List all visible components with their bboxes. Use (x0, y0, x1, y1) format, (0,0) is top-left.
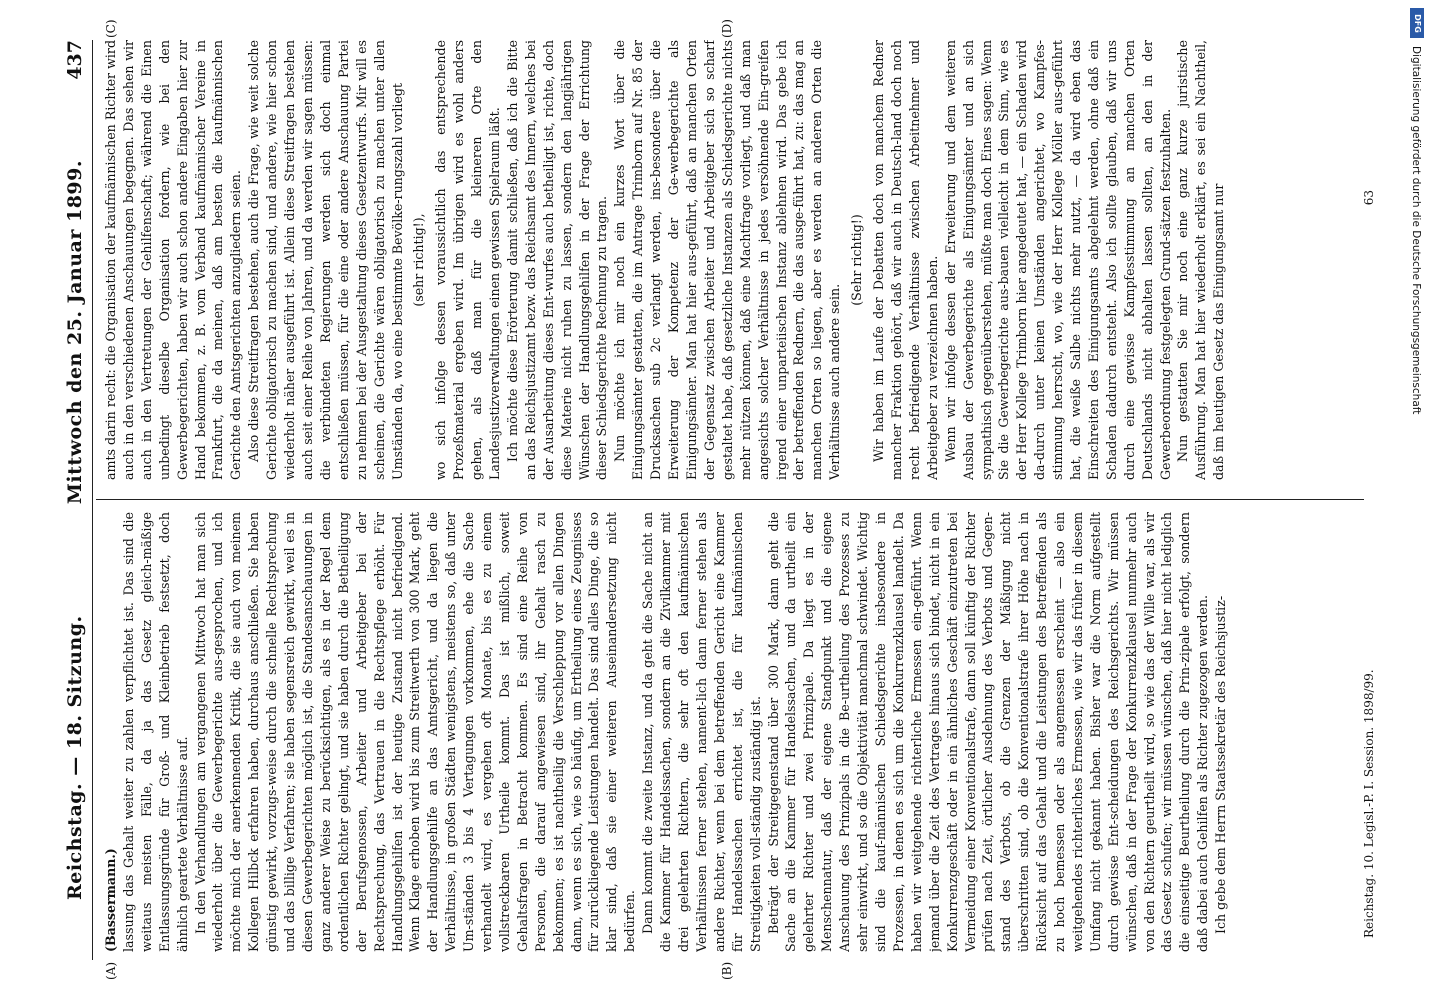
interjection: (Sehr richtig!) (849, 214, 865, 306)
footer-sheet-number: 63 (1362, 190, 1376, 206)
page-header (52, 40, 93, 960)
paragraph: Also diese Streitfragen bestehen, auch die Frage, wie weit solche Gerichte obligatorisch zu machen sind, und andere, wie hier schon wiederholt näher ausgeführt ist. Allein diese Streitfragen bestehen auch seit einer Reihe von Jahren, und da werden wir sagen müssen: die verbündeten Regierungen werden sich doch einmal entschließen müssen, für die eine oder andere Anschauung Partei zu nehmen bei der Ausgestaltung dieses Gesetzentwurfs. Mir will es scheinen, die Gerichte wären obligatorisch zu machen unter allen Umständen da, wo eine bestimmte Bevölke-rungszahl vorliegt (246, 40, 405, 480)
dfg-logo: DFG (1410, 8, 1424, 38)
paragraph: Ich möchte diese Erörterung damit schließen, daß ich die Bitte an das Reichsjustizamt bezw. das Reichsamt des Innern, welches bei der Ausarbeitung dieses Ent-wurfes auch betheiligt ist, richte, doch diese Materie nicht ruhen zu lassen, sondern den langjährigen Wünschen der Handlungsgehilfen in der Frage der Errichtung dieser Schiedsgerichte Rechnung zu tragen. (504, 40, 610, 480)
speaker-name: (Bassermann.) (103, 848, 118, 952)
left-column (102, 512, 1354, 952)
interjection: (sehr richtig!), (411, 213, 427, 307)
column-divider (96, 499, 1364, 500)
paragraph: Wir haben im Laufe der Debatten doch von manchem Redner mancher Fraktion gehört, daß wir auch in Deutsch-land doch noch recht befriedigende Verhältnisse zwischen Arbeitnehmer und Arbeitgeber zu verzeichnen haben. (871, 40, 940, 480)
paragraph: lassung das Gehalt weiter zu zahlen verpflichtet ist. Das sind die weitaus meisten Fälle, da ja das Gesetz gleich-mäßige Entlassungsgründe für Groß- und Kleinbetrieb festsetzt, doch ähnlich geartete Verhältnisse auf. (120, 512, 190, 952)
paragraph: Nun möchte ich mir noch ein kurzes Wort über die Einigungsämter gestatten, die im Antrage Trimborn auf Nr. 85 der Drucksachen sub 2c verlangt werden, ins-besondere über die Erweiterung der Kompetenz der Ge-werbegerichte als Einigungsämter. Man hat hier aus-geführt, daß an manchen Orten der Gegensatz zwischen Arbeiter und Arbeitgeber sich so scharf gestaltet habe, daß gesetzliche Instanzen als Schiedsgerichte nichts mehr nützen können, daß eine Machtfrage vorliegt, und daß man angesichts solcher Verhältnisse in jedes versöhnende Ein-greifen irgend einer unparteiischen Instanz ablehnen wird. Das gebe ich der betreffenden Rednern, die das ausge-führt hat, zu: das mag an manchen Orten so liegen, aber es werden an anderen Orten die Verhältnisse auch andere sein. (612, 40, 843, 480)
digitization-credit: Digitalisierung gefördert durch die Deutsche Forschungsgemeinschaft (1410, 46, 1422, 415)
paragraph: wo sich infolge dessen voraussichtlich das entsprechende Prozeßmaterial ergeben wird. Im übrigen wird es wohl anders gehen, als daß man für die kleineren Orte den Landesjustizverwaltungen einen gewissen Spielraum läßt. (433, 40, 503, 480)
header-left-title: Reichstag. — 18. Sitzung. (64, 615, 86, 900)
right-column (102, 40, 1354, 480)
margin-marker-b: (B) (720, 961, 734, 980)
margin-marker-d: (D) (720, 19, 734, 38)
margin-marker-a: (A) (104, 961, 118, 980)
paragraph: Wenn wir infolge dessen der Erweiterung und dem weiteren Ausbau der Gewerbegerichte als Einigungsämter und an sich sympathisch gegenüberstehen, müßte man doch Eines sagen: Wenn Sie die Gewerbegerichte aus-bauen vielleicht in dem Sinn, wie es der Herr Kollege Trimborn hier angedeutet hat, — ein Schaden wird da-durch unter keinen Umständen angerichtet, wo Kampfes-stimmung herrscht, wo, wie der Herr Kollege Möller aus-geführt hat, die weiße Salbe nichts mehr nutzt, — da wird eben das Einschreiten des Einigungsamts abgelehnt werden, ohne daß ein Schaden dadurch entsteht. Also ich sollte glauben, daß wir uns durch eine gewisse Kampfesstimmung an manchen Orten Deutschlands nicht abhalten lassen sollten, an den in der Gewerbeordnung festgelegten Grund-sätzen festzuhalten. (942, 40, 1173, 480)
paragraph: Nun gestatten Sie mir noch eine ganz kurze juristische Ausführung. Man hat hier wiederholt erklärt, es sei ein Nachtheil, daß im heutigen Gesetz das Einigungsamt nur (1175, 40, 1227, 480)
page-number: 437 (64, 40, 86, 80)
header-right-title: Mittwoch den 25. Januar 1899. (64, 160, 86, 505)
paragraph: In den Verhandlungen am vergangenen Mittwoch hat man sich wiederholt über die Gewerbegerichte aus-gesprochen, und ich möchte mich der anerkennenden Kritik, die sie auch von meinem Kollegen Hilbck erfahren haben, durchaus anschließen. Sie haben günstig gewirkt, vorzugs-weise durch die schnelle Rechtsprechung und das billige Verfahren; sie haben segensreich gewirkt, weil es in diesen Gewerbegerichten möglich ist, die Standesanschauungen in ganz anderer Weise zu berücksichtigen, als es in der Regel dem ordentlichen Richter gelingt, und sie haben durch die Betheiligung der Berufsgenossen, Arbeiter und Arbeitgeber bei der Rechtsprechung, das Vertrauen in die Rechtspflege erhöht. Für Handlungsgehilfen ist der heutige Zustand nicht befriedigend. Wenn Klage erhoben wird bis zum Streitwerth von 300 Mark, geht der Handlungsgehilfe an das Amtsgericht, und da liegen die Verhältnisse, in großen Städten wenigstens, meistens so, daß unter Um-ständen 3 bis 4 Vertagungen vorkommen, ehe die Sache verhandelt wird, es vergehen oft Monate, bis es zu einem vollstreckbaren Urtheile kommt. Das ist mißlich, soweit Gehaltsfragen in Betracht kommen. Es sind eine Reihe von Personen, die darauf angewiesen sind, ihr Gehalt rasch zu bekommen; es ist nachtheilig die Verschleppung vor allen Dingen dann, wenn es sich, wie so häufig, um Ertheilung eines Zeugnisses für zurückliegende Leistungen handelt. Das sind alles Dinge, die so klar sind, daß sie einer weiteren Auseinandersetzung nicht bedürfen. (192, 512, 638, 952)
paragraph: Dann kommt die zweite Instanz, und da geht die Sache nicht an die Kammer für Handelssachen, sondern an die Zivilkammer mit drei gelehrten Richtern, die sehr oft den kaufmännischen Verhältnissen ferner stehen, nament-lich dann ferner stehen als andere Richter, wenn bei dem betreffenden Gericht eine Kammer für Handelssachen errichtet ist, die für kaufmännischen Streitigkeiten voll-ständig zuständig ist. (640, 512, 763, 952)
paragraph: amts darin recht: die Organisation der kaufmännischen Richter wird auch in den verschiedenen Anschauungen begegnen. Das sehen wir auch in den Vertretungen der Gehilfenschaft; während die Einen unbedingt dieselbe Organisation fordern, wie bei den Gewerbegerichten, haben wir auch schon andere Eingaben hier zur Hand bekommen, z. B. vom Verband kaufmännischer Vereine in Frankfurt, die da meinen, daß am besten die kaufmännischen Gerichte den Amtsgerichten anzugliedern seien. (103, 40, 244, 480)
paragraph: Beträgt der Streitgegenstand über 300 Mark, dann geht die Sache an die Kammer für Handelssachen, und da urtheilt ein gelehrter Richter und zwei Prinzipale. Da liegt es in der Menschennatur, daß der eigene Standpunkt und die eigene Anschauung des Prinzipals in die Be-urtheilung des Prozesses zu sehr einwirkt, und so die Objektivität manchmal schwindet. Wichtig sind die kauf-männischen Schiedsgerichte insbesondere in Prozessen, in denen es sich um die Konkurrenzklausel handelt. Da haben wir weitgehende richterliche Ermessen ein-geführt. Wenn jemand über die Zeit des Vertrages hinaus sich bindet, nicht in ein Konkurrenzgeschäft oder in ein ähnliches Geschäft einzutreten bei Vermeidung einer Konventionalstrafe, dann soll künftig der Richter prüfen nach Zeit, örtlicher Ausdehnung des Verbots und Gegen-stand des Verbots, ob die Grenzen der Mäßigung nicht überschritten sind, ob die Konventionalstrafe ihrer Höhe nach in Rücksicht auf das Gehalt und die Leistungen des Betreffenden als zu hoch bemessen oder als angemessen erscheint — also ein weitgehendes richterliches Ermessen, wie wir das früher in diesem Umfang nicht gekannt haben. Bisher war die Norm aufgestellt durch gewisse Ent-scheidungen des Reichsgerichts. Wir müssen wünschen, daß in der Frage der Konkurrenzklausel nunmehr auch von den Richtern geurtheilt wird, so wie das der Wille war, als wir das Gesetz schufen; wir müssen wünschen, daß hier nicht lediglich die einseitige Beurtheilung durch die Prin-zipale erfolgt, sondern daß dabei auch Gehilfen als Richter zugezogen werden. (765, 512, 1211, 952)
credit-strip (1404, 6, 1428, 706)
footer-session: Reichstag. 10. Legisl.-P. I. Session. 1898/99. (1362, 669, 1376, 938)
paragraph: Ich gebe dem Herrn Staatssekretär des Reichsjustiz- (1213, 595, 1229, 934)
margin-marker-c: (C) (104, 19, 118, 38)
